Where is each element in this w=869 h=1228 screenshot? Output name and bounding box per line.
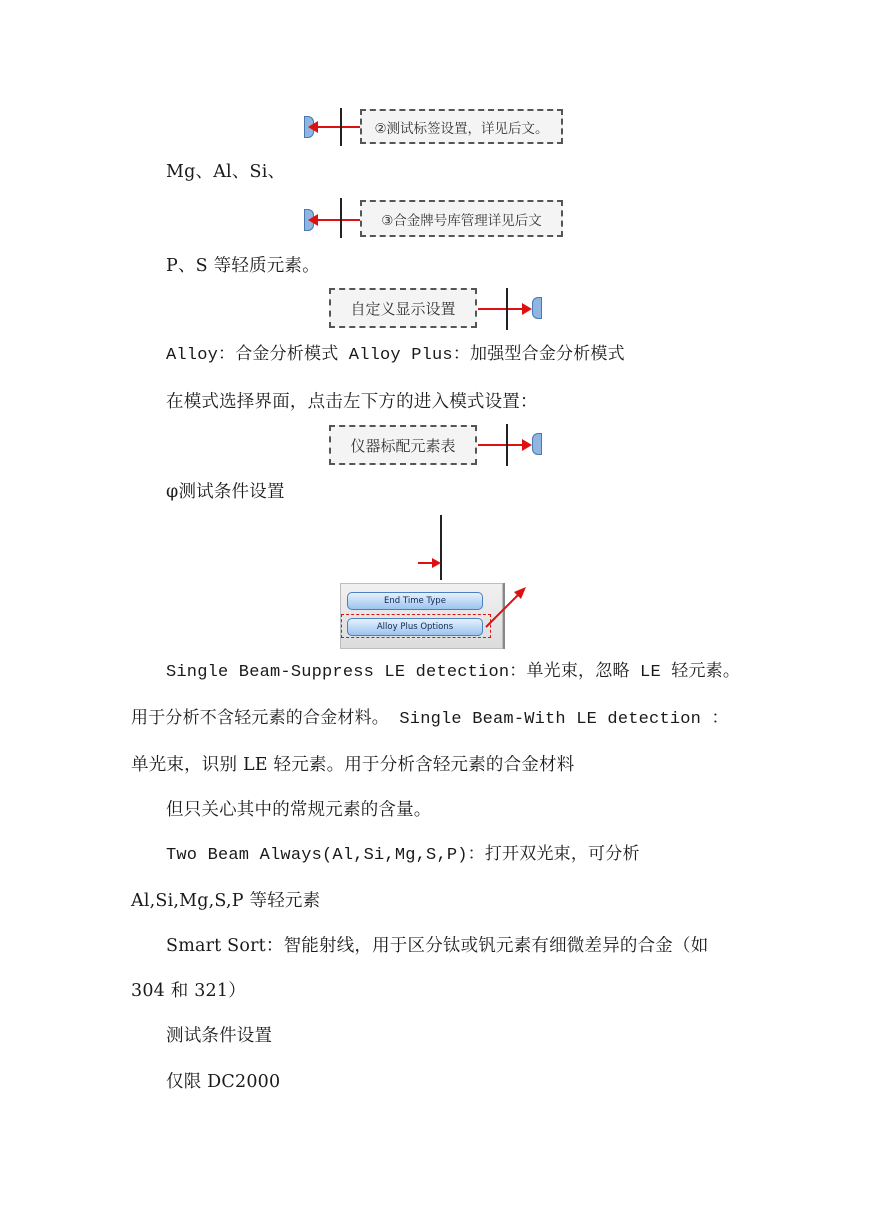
text-line: Two Beam Always(Al,Si,Mg,S,P)：打开双光束，可分析 <box>166 846 640 865</box>
text-line: Alloy：合金分析模式 Alloy Plus：加强型合金分析模式 <box>166 346 625 365</box>
text-line: 测试条件设置 <box>166 1026 273 1046</box>
text-line: 304 和 321） <box>131 981 246 1001</box>
arrow-right-icon <box>478 308 526 310</box>
text-line: Al,Si,Mg,S,P 等轻元素 <box>131 891 321 911</box>
divider-line <box>506 424 508 466</box>
text-line: Smart Sort：智能射线，用于区分钛或钒元素有细微差异的合金（如 <box>166 936 709 956</box>
end-time-type-button[interactable]: End Time Type <box>347 592 483 610</box>
text-line: 用于分析不含轻元素的合金材料。 Single Beam-With LE detection ： <box>131 710 729 729</box>
arrow-right-icon <box>478 444 526 446</box>
divider-line <box>506 288 508 330</box>
arrowhead-icon <box>432 558 441 568</box>
tab-icon <box>532 433 542 455</box>
divider-line <box>340 198 342 238</box>
tab-icon <box>532 297 542 319</box>
text-line: Mg、Al、Si、 <box>166 162 286 182</box>
text-line: 仅限 DC2000 <box>166 1072 281 1092</box>
callout-alloy-library: ③合金牌号库管理详见后文 <box>360 200 563 237</box>
arrowhead-icon <box>522 439 532 451</box>
callout-test-label: ②测试标签设置，详见后文。 <box>360 109 563 144</box>
text-line: φ测试条件设置 <box>166 482 285 502</box>
arrowhead-icon <box>522 303 532 315</box>
arrow-left-icon <box>312 126 360 128</box>
text-line: 但只关心其中的常规元素的含量。 <box>166 800 432 820</box>
arrowhead-icon <box>308 214 318 226</box>
divider-line <box>440 515 442 580</box>
arrowhead-icon <box>308 121 318 133</box>
divider-line <box>340 108 342 146</box>
callout-custom-display: 自定义显示设置 <box>329 288 477 328</box>
diagonal-arrow-icon <box>484 583 530 629</box>
text-line: Single Beam-Suppress LE detection：单光束，忽略 LE 轻元素。 <box>166 663 741 682</box>
arrow-left-icon <box>312 219 360 221</box>
text-line: 在模式选择界面，点击左下方的进入模式设置： <box>166 392 538 412</box>
text-line: P、S 等轻质元素。 <box>166 256 320 276</box>
alloy-plus-options-button[interactable]: Alloy Plus Options <box>347 618 483 636</box>
callout-element-table: 仪器标配元素表 <box>329 425 477 465</box>
text-line: 单光束，识别 LE 轻元素。用于分析含轻元素的合金材料 <box>131 755 575 775</box>
